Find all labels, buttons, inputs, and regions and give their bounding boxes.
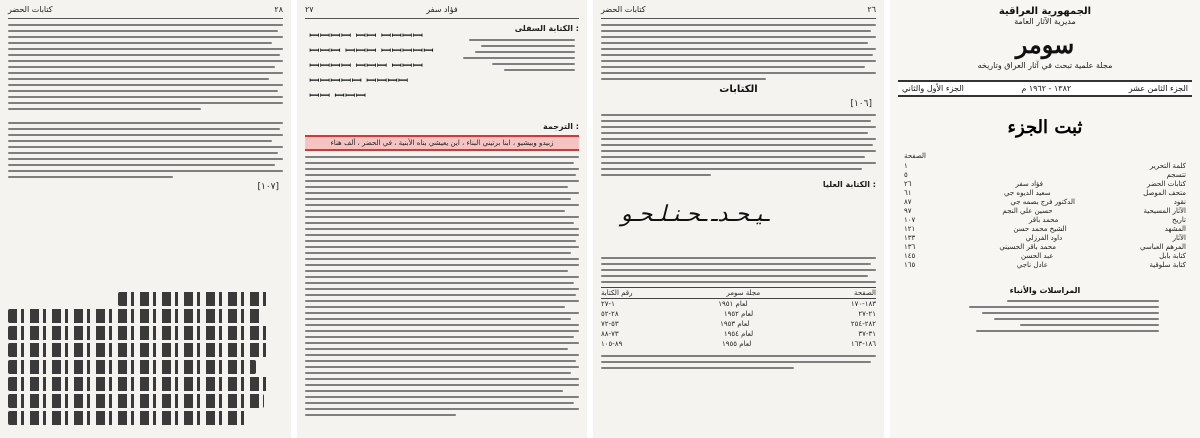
journal-description: مجلة علمية تبحث في آثار العراق وتاريخه <box>977 61 1113 70</box>
journal-masthead <box>898 6 1192 70</box>
toc-title: ثبت الجزء <box>1007 117 1083 138</box>
toc-page: ١٤٥ <box>904 252 916 260</box>
upper-inscription-label: الكتابة العليا : <box>822 180 876 189</box>
table-header <box>601 288 876 299</box>
toc-title-text: تاريخ <box>1172 216 1186 224</box>
table-row <box>601 339 876 349</box>
translation-label: الترجمة : <box>543 122 579 131</box>
toc-author: داود الفرزلي <box>1025 234 1063 242</box>
toc-entry[interactable] <box>898 198 1192 207</box>
toc-page: ١٠٧ <box>904 216 916 224</box>
table-cell: ٣١-٣٧ <box>858 330 876 338</box>
toc-author: عادل ناجي <box>1016 261 1048 269</box>
inscription-number: [١٠٦] <box>850 99 872 109</box>
toc-entry[interactable] <box>898 180 1192 189</box>
toc-page: ١٢١ <box>904 225 916 233</box>
table-row <box>601 299 876 309</box>
table-cell: لعام ١٩٥٢ <box>723 310 754 318</box>
table-cell: ١-٢٧ <box>601 300 615 308</box>
table-of-contents <box>898 162 1192 270</box>
volume-bar <box>898 80 1192 97</box>
news-list <box>898 300 1192 332</box>
toc-entry[interactable] <box>898 261 1192 270</box>
description-text <box>601 114 876 176</box>
toc-title-text: كتابة سلوقية <box>1149 261 1186 269</box>
table-row <box>601 329 876 339</box>
table-row <box>601 319 876 329</box>
toc-page: ٥ <box>904 171 908 179</box>
toc-entry[interactable] <box>898 162 1192 171</box>
table-row <box>601 309 876 319</box>
hebrew-script-drawing: ꟷꟷꟷꟷ ꟷꟷ ꟷꟷꟷꟷ ꟷꟷꟷ ꟷꟷꟷ ꟷꟷꟷꟷꟷ ꟷꟷꟷꟷ ꟷꟷꟷ ꟷꟷꟷ ꟷꟷꟷꟷꟷ ꟷꟷꟷꟷ ꟷꟷ ꟷꟷꟷ <box>309 29 434 104</box>
section-title: الكتابات <box>719 84 758 95</box>
page-sumer-cover <box>890 0 1200 438</box>
header-left: كتابات الحضر <box>601 5 646 14</box>
page-header <box>305 4 579 19</box>
republic-name: الجمهورية العراقية <box>998 6 1092 17</box>
table-cell: لعام ١٩٥١ <box>718 300 748 308</box>
toc-title-text: كتابة بابل <box>1159 252 1186 260</box>
toc-title-text: تتسجم <box>1166 171 1186 179</box>
header-author: فؤاد سفر <box>426 5 458 14</box>
toc-entry[interactable] <box>898 171 1192 180</box>
table-cell: ٨٩-١٠٥ <box>601 340 623 348</box>
table-header-cell: رقم الكتابة <box>601 289 633 297</box>
page-kitabat-alhadr-28 <box>0 0 291 438</box>
inscription-transcription <box>305 19 579 119</box>
toc-entry[interactable] <box>898 216 1192 225</box>
toc-page: ٢٦ <box>904 180 912 188</box>
closing-text <box>601 355 876 369</box>
volume-year: ١٣٨٢ - ١٩٦٢ م <box>1021 84 1072 93</box>
table-cell: ١٨٦-١٦٣ <box>850 340 876 348</box>
table-cell: لعام ١٩٥٣ <box>720 320 750 328</box>
page-header <box>601 4 876 19</box>
toc-page: ١٣٣ <box>904 234 916 242</box>
table-cell: ٢٨٢-٢٥٤ <box>850 320 876 328</box>
intro-text <box>601 24 876 80</box>
page-number: ٢٧ <box>305 5 314 14</box>
table-header-cell: مجلة سومر <box>726 289 761 297</box>
toc-page: ٦١ <box>904 189 912 197</box>
toc-entry[interactable] <box>898 225 1192 234</box>
body-text <box>8 24 283 178</box>
toc-author: فؤاد سفر <box>1015 180 1044 188</box>
page-fuad-safar-27 <box>297 0 587 438</box>
toc-title-text: الآثار <box>1172 234 1186 242</box>
toc-page: ١ <box>904 162 908 170</box>
footnote-text <box>601 257 876 283</box>
toc-author: محمد باقر <box>1028 216 1059 224</box>
toc-entry[interactable] <box>898 189 1192 198</box>
aramaic-inscription-drawing <box>8 292 283 434</box>
toc-page-header: الصفحة <box>904 152 926 160</box>
toc-page: ٨٧ <box>904 198 912 206</box>
commentary-text <box>305 156 579 416</box>
page-number: ٢٨ <box>274 5 283 14</box>
toc-title-text: متحف الموصل <box>1143 189 1186 197</box>
toc-author: عبد الحسن <box>1021 252 1054 260</box>
volume-left: الجزء الأول والثاني <box>902 84 964 93</box>
page-number: ٢٦ <box>867 5 876 14</box>
table-cell: ١٨٣-١٧٠ <box>850 300 876 308</box>
table-cell: ٢٨-٥٢ <box>601 310 619 318</box>
toc-author: الشيخ محمد حسن <box>1013 225 1067 233</box>
toc-author: سعيد الديوه جي <box>1004 189 1051 197</box>
toc-author: حسين علي النجم <box>1002 207 1053 215</box>
toc-title-text: المشهد <box>1164 225 1186 233</box>
toc-title-text: كلمة التحرير <box>1149 162 1186 170</box>
toc-page: ١٦٥ <box>904 261 916 269</box>
toc-entry[interactable] <box>898 207 1192 216</box>
lower-inscription-label: الكتابة السفلى : <box>514 24 579 33</box>
volume-right: الجزء الثامن عشر <box>1128 84 1188 93</box>
toc-title-text: كتابات الحضر <box>1146 180 1186 188</box>
news-section-title: المراسلات والأنباء <box>1009 286 1081 295</box>
toc-page: ١٣٦ <box>904 243 916 251</box>
inscriptions-table <box>601 287 876 349</box>
directorate-name: مديرية الآثار العامة <box>1014 17 1076 26</box>
transliteration-lines <box>457 39 575 75</box>
table-cell: لعام ١٩٥٤ <box>723 330 754 338</box>
translation-highlight: زبيدو وبيشيو ، ابنا برتيني البناء ، اين يعيشي بناه الأبنية ، في الحضر ، ألف هناء <box>305 135 579 151</box>
inscription-drawing: ـحـنـلـحـو ـيـحـدـ <box>621 202 770 227</box>
toc-entry[interactable] <box>898 234 1192 243</box>
toc-entry[interactable] <box>898 243 1192 252</box>
toc-author: الدكتور فرج بصمه جي <box>1010 198 1075 206</box>
page-kitabat-alhadr-26 <box>593 0 884 438</box>
toc-entry[interactable] <box>898 252 1192 261</box>
header-left: كتابات الحضر <box>8 5 53 14</box>
inscription-number: [١٠٧] <box>257 182 279 192</box>
table-cell: ٢١-٢٧ <box>858 310 876 318</box>
toc-title-text: الآثار المسيحية <box>1143 207 1186 215</box>
page-header <box>8 4 283 19</box>
journal-logo: سومر <box>1015 30 1075 59</box>
table-cell: ٧٣-٨٨ <box>601 330 619 338</box>
table-cell: لعام ١٩٥٥ <box>722 340 752 348</box>
toc-title-text: المرهم العباسي <box>1140 243 1186 251</box>
toc-page: ٩٧ <box>904 207 912 215</box>
toc-author: محمد باقر الحسيني <box>999 243 1056 251</box>
table-header-cell: الصفحة <box>854 289 876 297</box>
table-cell: ٥٣-٧٢ <box>601 320 619 328</box>
toc-title-text: نقود <box>1173 198 1186 206</box>
